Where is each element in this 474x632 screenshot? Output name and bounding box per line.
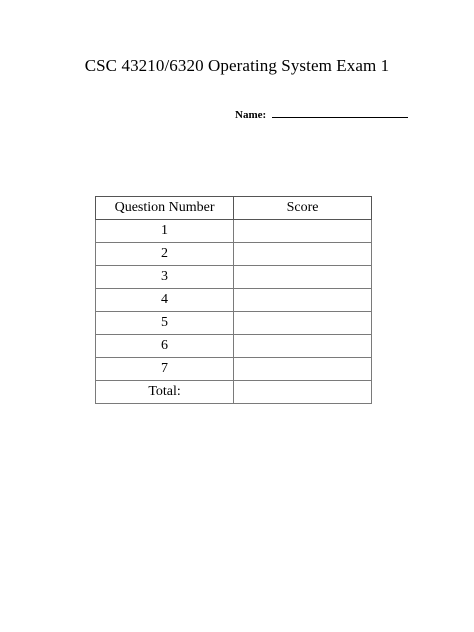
table-header-row: [96, 197, 372, 220]
total-label-cell: Total:: [96, 381, 234, 404]
table-row: [96, 358, 372, 381]
table-row: [96, 289, 372, 312]
question-number-cell: 3: [96, 266, 234, 289]
question-number-cell: 2: [96, 243, 234, 266]
question-number-cell: 4: [96, 289, 234, 312]
table-row: [96, 335, 372, 358]
question-number-cell: 7: [96, 358, 234, 381]
total-score-cell: [234, 381, 372, 404]
header-question-number: Question Number: [96, 197, 234, 220]
score-cell: [234, 266, 372, 289]
score-cell: [234, 243, 372, 266]
score-cell: [234, 335, 372, 358]
score-cell: [234, 289, 372, 312]
score-cell: [234, 312, 372, 335]
name-field-row: [235, 107, 408, 121]
question-number-cell: 5: [96, 312, 234, 335]
question-number-cell: 6: [96, 335, 234, 358]
table-row: [96, 312, 372, 335]
name-blank-line: [272, 107, 408, 118]
table-row: [96, 220, 372, 243]
header-score: Score: [234, 197, 372, 220]
score-cell: [234, 220, 372, 243]
name-label: Name:: [235, 109, 267, 121]
score-cell: [234, 358, 372, 381]
question-number-cell: 1: [96, 220, 234, 243]
page-title: CSC 43210/6320 Operating System Exam 1: [84, 56, 390, 75]
table-total-row: [96, 381, 372, 404]
score-table: [95, 196, 372, 404]
table-row: [96, 266, 372, 289]
table-row: [96, 243, 372, 266]
